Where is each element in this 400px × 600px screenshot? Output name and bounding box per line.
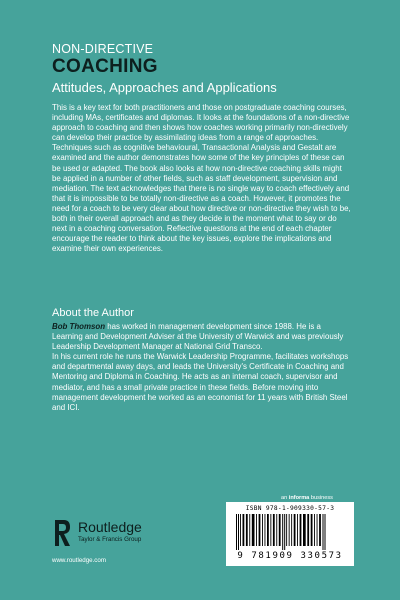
- informa-business-label: an informa business: [281, 495, 333, 501]
- ean-number: 9 781909 330573: [237, 551, 343, 561]
- publisher-group: Taylor & Francis Group: [78, 536, 142, 543]
- isbn-number: ISBN 978-1-909330-57-3: [245, 505, 335, 512]
- about-author-heading: About the Author: [52, 307, 134, 319]
- isbn-barcode: [226, 502, 354, 566]
- barcode-icon: [234, 514, 346, 550]
- routledge-logo-icon: [52, 518, 72, 548]
- publisher-name: Routledge: [78, 519, 142, 535]
- author-bio-intro: has worked in management development since 1988. He is a Learning and Development Adviser at the University of Warwick and was previously Leadership Development Manager at National Grid Transco.: [52, 322, 344, 352]
- publisher-url: www.routledge.com: [52, 557, 106, 564]
- author-name: Bob Thomson: [52, 322, 106, 331]
- author-bio-more: In his current role he runs the Warwick Leadership Programme, facilitates workshops and departmental away days, and leads the University's Certificate in Coaching and Mentoring and Diploma in Coaching. He acts as an internal coach, supervisor and mediator, and has a small private practice in these fields. Before moving into management development he worked as an economist for 11 years with British Steel and ICI.: [52, 352, 349, 412]
- book-description: This is a key text for both practitioners and those on postgraduate coaching courses, including MAs, certificates and diplomas. It looks at the foundations of a non-directive approach to coaching and then shows how coaches working primarily non-directively can develop their practice by assimilating ideas from a range of approaches. Techniques such as cognitive behavioural, Transactional Analysis and Gestalt are examined and the author demonstrates how some of the key principles of these can be used or adapted. The book also looks at how non-directive coaching skills might be applied in a number of other fields, such as staff development, supervision and mediation. The text acknowledges that there is no single way to coach effectively and that it is impossible to be totally non-directive as a coach. However, it promotes the need for a coach to be very clear about how directive or non-directive they wish to be, both in their overall approach and as they decide in the moment what to say or do next in a coaching conversation. Reflective questions at the end of each chapter encourage the reader to think about the key issues, explore the implications and examine their own experiences.: [52, 103, 351, 254]
- title-prefix: NON-DIRECTIVE: [52, 42, 154, 56]
- book-title: COACHING: [52, 56, 158, 77]
- author-bio: [52, 322, 352, 413]
- book-subtitle: Attitudes, Approaches and Applications: [52, 80, 277, 95]
